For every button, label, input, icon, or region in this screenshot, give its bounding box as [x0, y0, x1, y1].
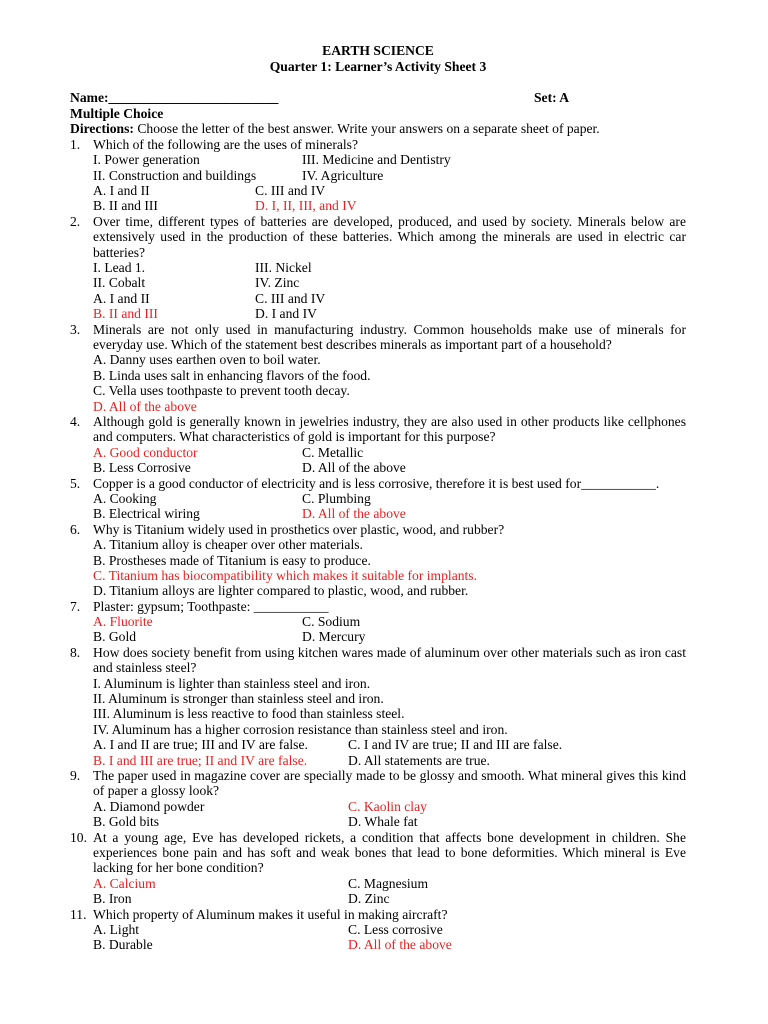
choice-row	[93, 306, 686, 321]
choice-row	[93, 614, 686, 629]
question-text: Copper is a good conductor of electricity and is less corrosive, therefore it is best used for___________.	[93, 475, 660, 491]
choice-a: A. Light	[93, 922, 140, 938]
choice-row	[93, 491, 686, 506]
choice-d: D. Titanium alloys are lighter compared to plastic, wood, and rubber.	[93, 583, 469, 599]
choice-a: A. I and II	[93, 290, 150, 306]
choice-c: C. Magnesium	[348, 875, 429, 891]
question-text: Minerals are not only used in manufacturing industry. Common households make use of minerals for everyday use. Which of the statement best describes minerals as important part of a household?	[93, 321, 686, 352]
choice-row	[93, 737, 686, 752]
choice-c: C. Metallic	[302, 444, 364, 460]
question-number: 7.	[70, 598, 81, 614]
statement: II. Construction and buildings	[93, 167, 257, 183]
choice-row	[93, 198, 686, 213]
question-number: 5.	[70, 475, 81, 491]
question-text: How does society benefit from using kitchen wares made of aluminum over other materials such as iron cast and stainless steel?	[93, 644, 686, 676]
question-number: 3.	[70, 321, 81, 337]
question-text: Why is Titanium widely used in prosthetics over plastic, wood, and rubber?	[93, 521, 505, 537]
choice-row	[93, 399, 686, 414]
statement: III. Medicine and Dentistry	[302, 152, 451, 168]
choice-row	[93, 922, 686, 937]
question-number: 11.	[70, 906, 87, 922]
name-row	[70, 90, 686, 106]
choice-d: D. Zinc	[348, 891, 390, 907]
choice-row	[93, 814, 686, 829]
question-8	[70, 645, 686, 768]
choice-b: B. II and III	[93, 198, 158, 214]
statement-row	[93, 722, 686, 737]
question-10	[70, 830, 686, 907]
choice-d-answer: D. All of the above	[302, 506, 406, 522]
choice-c: C. Less corrosive	[348, 922, 443, 938]
choice-b: B. Durable	[93, 937, 153, 953]
choice-row	[93, 383, 686, 398]
choice-d: D. All of the above	[302, 460, 406, 476]
question-4	[70, 414, 686, 476]
question-text: Plaster: gypsum; Toothpaste: ___________	[93, 598, 329, 614]
choice-c: C. III and IV	[255, 290, 326, 306]
choice-b: B. Linda uses salt in enhancing flavors of the food.	[93, 367, 371, 383]
choice-d: D. Mercury	[302, 629, 366, 645]
directions-label: Directions:	[70, 121, 134, 137]
question-5	[70, 476, 686, 522]
statement: I. Power generation	[93, 152, 200, 168]
choice-row	[93, 799, 686, 814]
statement-row	[93, 168, 686, 183]
choice-row	[93, 445, 686, 460]
choice-a-answer: A. Good conductor	[93, 444, 198, 460]
choice-row	[93, 568, 686, 583]
question-number: 8.	[70, 644, 81, 660]
statement-row	[93, 706, 686, 721]
question-3	[70, 322, 686, 414]
choice-b: B. Gold bits	[93, 814, 160, 830]
choice-a: A. Diamond powder	[93, 798, 205, 814]
statement-row	[93, 152, 686, 167]
statement-row	[93, 676, 686, 691]
question-11	[70, 907, 686, 953]
choice-row	[93, 291, 686, 306]
choice-b: B. Electrical wiring	[93, 506, 200, 522]
statement: IV. Zinc	[255, 275, 300, 291]
question-text: Over time, different types of batteries are developed, produced, and used by society. Minerals below are extensively used in the production of these batteries. Which among the minerals are used in electric car batteries?	[93, 213, 686, 260]
question-6	[70, 522, 686, 599]
choice-a-answer: A. Calcium	[93, 875, 156, 891]
question-text: At a young age, Eve has developed rickets, a condition that affects bone development in children. She experiences bone pain and has soft and weak bones that lead to bone deformities. Which mineral is Eve lacking for her bone condition?	[93, 829, 686, 876]
statement: IV. Aluminum has a higher corrosion resistance than stainless steel and iron.	[93, 721, 508, 737]
choice-a-answer: A. Fluorite	[93, 614, 153, 630]
question-text: The paper used in magazine cover are specially made to be glossy and smooth. What mineral gives this kind of paper a glossy look?	[93, 768, 686, 799]
choice-d: D. I and IV	[255, 306, 317, 322]
directions	[70, 121, 686, 136]
question-text: Which property of Aluminum makes it useful in making aircraft?	[93, 906, 448, 922]
statement-row	[93, 275, 686, 290]
question-number: 10.	[70, 829, 87, 845]
choice-d: D. All statements are true.	[348, 752, 490, 768]
set-label: Set: A	[534, 90, 570, 105]
choice-d-answer: D. All of the above	[348, 937, 452, 953]
question-number: 4.	[70, 413, 81, 429]
choice-b: B. Less Corrosive	[93, 460, 191, 476]
statement: III. Aluminum is less reactive to food than stainless steel.	[93, 706, 405, 722]
choice-a: A. Danny uses earthen oven to boil water.	[93, 352, 321, 368]
choice-row	[93, 583, 686, 598]
choice-b: B. Gold	[93, 629, 137, 645]
statement: I. Aluminum is lighter than stainless steel and iron.	[93, 675, 371, 691]
choice-row	[93, 460, 686, 475]
statement: III. Nickel	[255, 260, 312, 275]
choice-row	[93, 876, 686, 891]
choice-row	[93, 368, 686, 383]
statement: II. Aluminum is stronger than stainless steel and iron.	[93, 691, 384, 707]
choice-row	[93, 629, 686, 644]
statement: I. Lead 1.	[93, 260, 146, 275]
choice-d-answer: D. I, II, III, and IV	[255, 198, 357, 214]
choice-b-answer: B. I and III are true; II and IV are false.	[93, 752, 308, 768]
choice-b-answer: B. II and III	[93, 306, 158, 322]
statement: II. Cobalt	[93, 275, 146, 291]
sheet-title: EARTH SCIENCE	[322, 43, 434, 58]
choice-row	[93, 506, 686, 521]
statement-row	[93, 691, 686, 706]
choice-c: C. Sodium	[302, 614, 361, 630]
choice-c: C. III and IV	[255, 183, 326, 198]
choice-row	[93, 183, 686, 198]
choice-row	[93, 937, 686, 952]
question-number: 2.	[70, 213, 81, 229]
question-1	[70, 137, 686, 214]
choice-c: C. I and IV are true; II and III are false.	[348, 737, 563, 753]
section-title: Multiple Choice	[70, 106, 164, 121]
choice-row	[93, 537, 686, 552]
sheet-subtitle: Quarter 1: Learner’s Activity Sheet 3	[269, 58, 487, 74]
choice-a: A. I and II	[93, 183, 150, 198]
choice-b: B. Prostheses made of Titanium is easy to produce.	[93, 552, 371, 568]
choice-c: C. Vella uses toothpaste to prevent tooth decay.	[93, 383, 350, 399]
statement: IV. Agriculture	[302, 167, 384, 183]
choice-d-answer: D. All of the above	[93, 398, 197, 414]
name-label: Name:_________________________	[70, 90, 279, 105]
directions-text: Choose the letter of the best answer. Write your answers on a separate sheet of paper.	[133, 121, 600, 137]
choice-a: A. Cooking	[93, 490, 157, 506]
question-number: 9.	[70, 768, 81, 784]
choice-a: A. Titanium alloy is cheaper over other materials.	[93, 537, 363, 553]
question-number: 6.	[70, 521, 81, 537]
question-2	[70, 214, 686, 322]
choice-c: C. Plumbing	[302, 490, 371, 506]
question-text: Which of the following are the uses of minerals?	[93, 136, 358, 152]
statement-row	[93, 260, 686, 275]
choice-c-answer: C. Kaolin clay	[348, 798, 427, 814]
choice-a: A. I and II are true; III and IV are false.	[93, 737, 308, 753]
activity-sheet	[70, 43, 686, 953]
choice-c-answer: C. Titanium has biocompatibility which makes it suitable for implants.	[93, 567, 477, 583]
choice-row	[93, 553, 686, 568]
question-number: 1.	[70, 136, 81, 152]
choice-d: D. Whale fat	[348, 814, 418, 830]
question-7	[70, 599, 686, 645]
choice-row	[93, 753, 686, 768]
choice-b: B. Iron	[93, 891, 132, 907]
question-9	[70, 768, 686, 830]
choice-row	[93, 352, 686, 367]
choice-row	[93, 891, 686, 906]
question-text: Although gold is generally known in jewelries industry, they are also used in other products like cellphones and computers. What characteristics of gold is important for this purpose?	[93, 413, 686, 445]
